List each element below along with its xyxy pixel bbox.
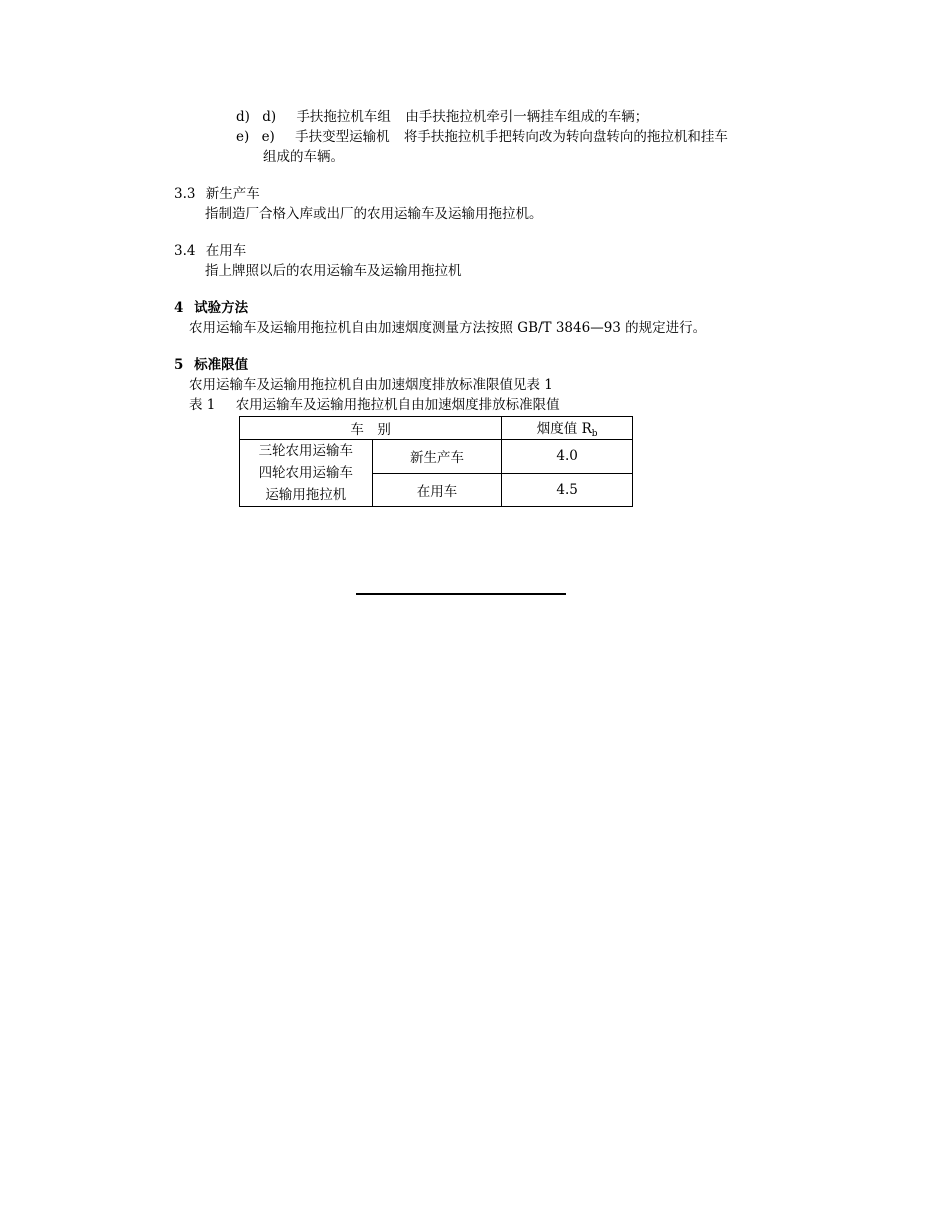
table-header-row [240,417,633,440]
section-5-heading [174,356,248,374]
vehicle-types-cell [240,440,373,507]
list-item-e-continuation: 组成的车辆。 [263,149,344,165]
section-3-4-heading [174,242,246,260]
section-number: 3.4 [174,243,196,259]
list-marker: d) [262,109,277,125]
vehicle-type: 运输用拖拉机 [265,487,347,503]
section-3-3-body: 指制造厂合格入库或出厂的农用运输车及运输用拖拉机。 [205,206,543,222]
term: 手扶拖拉机车组 [296,109,391,125]
section-3-3-heading [174,185,260,203]
table-caption [189,396,560,414]
list-marker: e) [236,129,250,145]
table-row [240,440,633,474]
header-smoke-value-subscript: b [591,429,598,439]
table-caption-title: 农用运输车及运输用拖拉机自由加速烟度排放标准限值 [235,397,560,413]
emission-limits-table [239,416,633,507]
header-smoke-value-label: 烟度值 R [536,421,592,437]
definition: 将手扶拖拉机手把转向改为转向盘转向的拖拉机和挂车 [403,129,728,145]
header-vehicle-category: 车 别 [240,417,502,440]
section-number: 4 [174,300,184,316]
list-item-d [236,108,648,126]
list-item-e [236,128,728,146]
section-4-body: 农用运输车及运输用拖拉机自由加速烟度测量方法按照 GB/T 3846—93 的规定进行。 [189,320,707,336]
smoke-value-cell: 4.0 [502,440,633,474]
definition: 由手扶拖拉机牵引一辆挂车组成的车辆； [405,109,649,125]
section-title: 在用车 [205,243,247,259]
smoke-value-cell: 4.5 [502,473,633,507]
section-number: 5 [174,357,184,373]
section-title: 新生产车 [205,186,260,202]
vehicle-type: 三轮农用运输车 [258,443,354,459]
section-3-4-body: 指上牌照以后的农用运输车及运输用拖拉机 [205,263,462,279]
vehicle-type: 四轮农用运输车 [258,465,354,481]
section-title: 试验方法 [194,300,249,316]
vehicle-status-cell: 新生产车 [372,440,502,474]
end-of-document-rule [356,593,566,595]
section-number: 3.3 [174,186,196,202]
list-marker: d) [236,109,250,125]
vehicle-status-cell: 在用车 [372,473,502,507]
section-5-body: 农用运输车及运输用拖拉机自由加速烟度排放标准限值见表 1 [189,377,553,393]
header-smoke-value [502,417,633,440]
table-caption-number: 表 1 [189,397,216,413]
term: 手扶变型运输机 [295,129,390,145]
list-marker: e) [261,129,275,145]
section-4-heading [174,299,248,317]
section-title: 标准限值 [194,357,249,373]
